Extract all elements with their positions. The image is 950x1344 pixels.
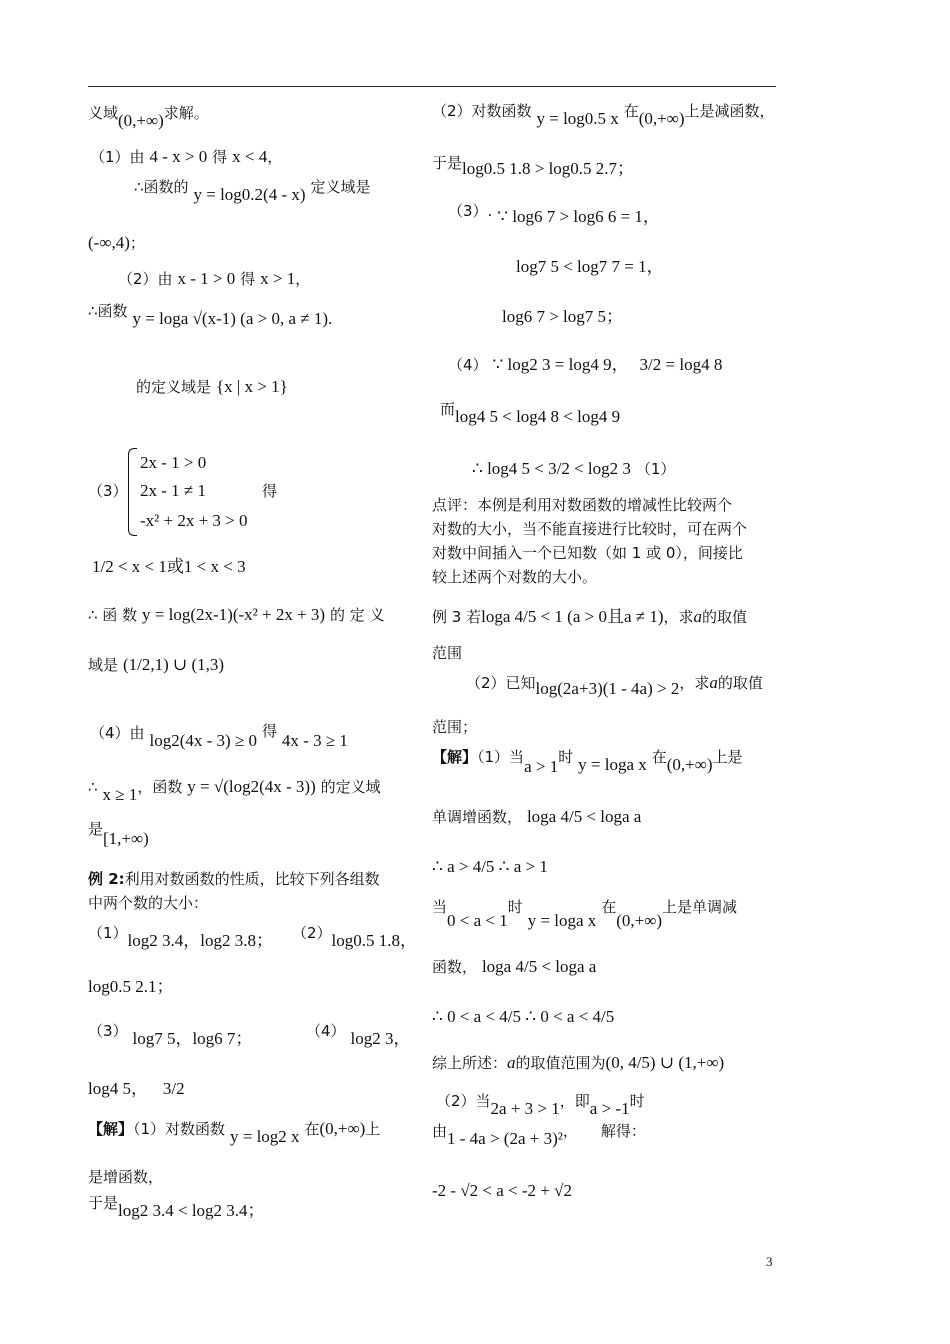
r-solution-1-d: 当0 < a < 1时 y = loga x 在(0,+∞)上是单调减 <box>432 898 738 930</box>
r-solution-1-f: ∴ 0 < a < 4/5 ∴ 0 < a < 4/5 <box>432 1007 615 1026</box>
r-line-case4-a: （4） ∵ log2 3 = log4 9， 3/2 = log4 8 <box>448 355 723 374</box>
solution-1: 【解】（1）对数函数 y = log2 x 在(0,+∞)上 <box>88 1119 381 1146</box>
line-case1: （1）由 4 - x > 0 得 x < 4， <box>90 147 283 166</box>
question-4-cont: log4 5， 3/2 <box>88 1079 185 1098</box>
r-example-3: 例 3 若loga 4/5 < 1 (a > 0且a ≠ 1)，求a的取值 <box>432 607 748 626</box>
line-case1-function: ∴函数的 y = log0.2(4 - x) 定义域是 <box>134 178 371 204</box>
header-rule <box>88 86 776 87</box>
line-case4-domain: 是[1,+∞) <box>88 820 149 848</box>
line-case2-domain: 的定义域是 {x | x > 1} <box>136 377 288 396</box>
r-line-decreasing: （2）对数函数 y = log0.5 x 在(0,+∞)上是减函数， <box>432 102 775 128</box>
r-example-3-cont: 范围 <box>432 644 463 662</box>
r-example-3-part2-cont: 范围； <box>432 718 478 736</box>
question-2-cont: log0.5 2.1； <box>88 977 174 996</box>
line-case3-de: 得 <box>262 482 278 500</box>
line-case3-function: ∴ 函 数 y = log(2x-1)(-x² + 2x + 3) 的 定 义 <box>88 605 385 624</box>
system-row-2: 2x - 1 ≠ 1 <box>140 481 206 500</box>
r-line-case4-b: 而log4 5 < log4 8 < log4 9 <box>440 400 621 426</box>
r-line-case3-a: （3）. ∵ log6 7 > log6 6 = 1， <box>448 202 660 226</box>
r-solution-1-b: 单调增函数， loga 4/5 < loga a <box>432 807 642 826</box>
line-case4-function: ∴ x ≥ 1，函数 y = √(log2(4x - 3)) 的定义域 <box>88 777 381 804</box>
line-case2-function: ∴函数 y = loga √(x-1) (a > 0, a ≠ 1). <box>88 302 333 328</box>
r-note-1: 点评：本例是利用对数函数的增减性比较两个 <box>432 496 733 514</box>
system-brace <box>128 448 137 536</box>
question-3: （3） log7 5，log6 7； <box>88 1022 253 1048</box>
r-solution-2: （2）当2a + 3 > 1，即a > -1时 <box>436 1092 645 1118</box>
line-case3-label: （3） <box>88 482 128 500</box>
solution-1-result: 于是log2 3.4 < log2 3.4； <box>88 1194 265 1220</box>
example-2-heading-cont: 中两个数的大小： <box>88 894 209 912</box>
question-1: （1）log2 3.4，log2 3.8； <box>88 924 273 950</box>
solution-1-cont: 是增函数， <box>88 1168 164 1186</box>
line-case4: （4）由 log2(4x - 3) ≥ 0 得 4x - 3 ≥ 1 <box>90 722 348 750</box>
r-note-2: 对数的大小，当不能直接进行比较时，可在两个 <box>432 520 748 538</box>
example-2-heading: 例 2:利用对数函数的性质，比较下列各组数 <box>88 870 380 888</box>
line-case3-domain: 域是 (1/2,1) ∪ (1,3) <box>88 655 225 674</box>
r-solution-2-c: -2 - √2 < a < -2 + √2 <box>432 1181 572 1200</box>
line-domain-intro: 义域(0,+∞)求解。 <box>88 104 209 130</box>
page-number: 3 <box>766 1254 773 1269</box>
question-4: （4） log2 3， <box>306 1022 411 1048</box>
r-solution-2-b: 由1 - 4a > (2a + 3)²， 解得： <box>432 1122 646 1148</box>
line-case2: （2）由 x - 1 > 0 得 x > 1， <box>118 269 311 288</box>
r-note-4: 较上述两个对数的大小。 <box>432 568 598 586</box>
r-solution-1-c: ∴ a > 4/5 ∴ a > 1 <box>432 857 548 876</box>
r-solution-1-summary: 综上所述：a的取值范围为(0, 4/5) ∪ (1,+∞) <box>432 1053 725 1072</box>
system-row-1: 2x - 1 > 0 <box>140 453 207 472</box>
line-case3-solution: 1/2 < x < 1或1 < x < 3 <box>92 557 246 576</box>
system-row-3: -x² + 2x + 3 > 0 <box>140 511 248 530</box>
r-solution-1: 【解】（1）当a > 1时 y = loga x 在(0,+∞)上是 <box>432 748 743 776</box>
r-line-case3-c: log6 7 > log7 5； <box>502 307 624 326</box>
line-case1-result: (-∞,4)； <box>88 233 145 252</box>
r-example-3-part2: （2）已知log(2a+3)(1 - 4a) > 2，求a的取值 <box>466 673 763 698</box>
r-line-case3-b: log7 5 < log7 7 = 1， <box>516 257 664 276</box>
r-line-compare-05: 于是log0.5 1.8 > log0.5 2.7； <box>432 154 635 178</box>
r-solution-1-e: 函数， loga 4/5 < loga a <box>432 957 597 976</box>
question-2: （2）log0.5 1.8， <box>292 924 418 950</box>
r-line-case4-c: ∴ log4 5 < 3/2 < log2 3 （1） <box>472 459 676 478</box>
r-note-3: 对数中间插入一个已知数（如 1 或 0），间接比 <box>432 544 743 562</box>
